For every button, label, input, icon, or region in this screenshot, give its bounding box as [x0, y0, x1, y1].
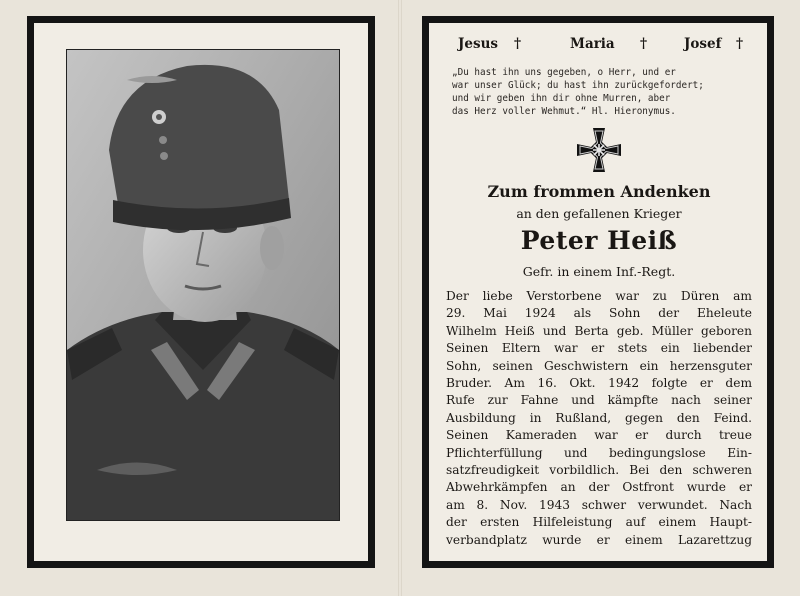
- cross-icon: †: [514, 36, 522, 52]
- memorial-subtitle: an den gefallenen Krieger: [516, 206, 682, 221]
- quote-line: und wir geben ihn dir ohne Murren, aber: [452, 93, 671, 104]
- invocation-names: [454, 36, 750, 56]
- invocation-josef: Josef: [684, 36, 722, 52]
- cross-icon: †: [640, 36, 648, 52]
- cross-icon: †: [736, 36, 744, 52]
- portrait-photo: [66, 49, 340, 521]
- obituary-line: 29. Mai 1924 als Sohn der Eheleute: [446, 306, 752, 321]
- obituary-line: Seinen Kameraden war er durch treue: [446, 428, 752, 443]
- obituary-text: [446, 288, 752, 549]
- obituary-line: am 8. Nov. 1943 schwer verwundet. Nach: [446, 497, 752, 512]
- obituary-line: Rufe zur Fahne und kämpfte nach seiner: [446, 393, 752, 408]
- soldier-portrait-image: [67, 50, 339, 520]
- memorial-title: Zum frommen Andenken: [487, 182, 711, 201]
- obituary-line: Der liebe Verstorbene war zu Düren am: [446, 289, 752, 303]
- invocation-maria: Maria: [570, 36, 615, 52]
- quote-line: war unser Glück; du hast ihn zurückgefordert;: [452, 80, 704, 91]
- quote-line: „Du hast ihn uns gegeben, o Herr, und er: [452, 67, 676, 78]
- obituary-line: Ausbildung in Rußland, gegen den Feind.: [446, 410, 752, 425]
- obituary-line: verbandplatz wurde er einem Lazarettzug: [446, 532, 752, 547]
- card-fold: [398, 0, 402, 596]
- quote-line: das Herz voller Wehmut.“ Hl. Hieronymus.: [452, 106, 676, 117]
- obituary-line: Abwehrkämpfen an der Ostfront wurde er: [446, 480, 752, 495]
- iron-cross-icon: [575, 126, 623, 174]
- obituary-line: Bruder. Am 16. Okt. 1942 folgte er dem: [446, 376, 752, 391]
- scripture-quote: [452, 66, 752, 118]
- obituary-line: Wilhelm Heiß und Berta geb. Müller geboren: [446, 323, 752, 338]
- invocation-jesus: Jesus: [458, 36, 498, 52]
- obituary-line: der ersten Hilfeleistung auf einem Haupt-: [446, 515, 752, 530]
- military-rank: Gefr. in einem Inf.-Regt.: [522, 264, 676, 279]
- deceased-name: Peter Heiß: [520, 226, 678, 255]
- obituary-line: Seinen Eltern war er stets ein liebender: [446, 341, 752, 356]
- obituary-line: Sohn, seinen Geschwistern ein herzensguter: [446, 358, 752, 373]
- obituary-line: Pflichterfüllung und bedingungslose Ein-: [446, 445, 752, 460]
- obituary-line: satzfreudigkeit vorbildlich. Bei den schweren: [446, 463, 752, 478]
